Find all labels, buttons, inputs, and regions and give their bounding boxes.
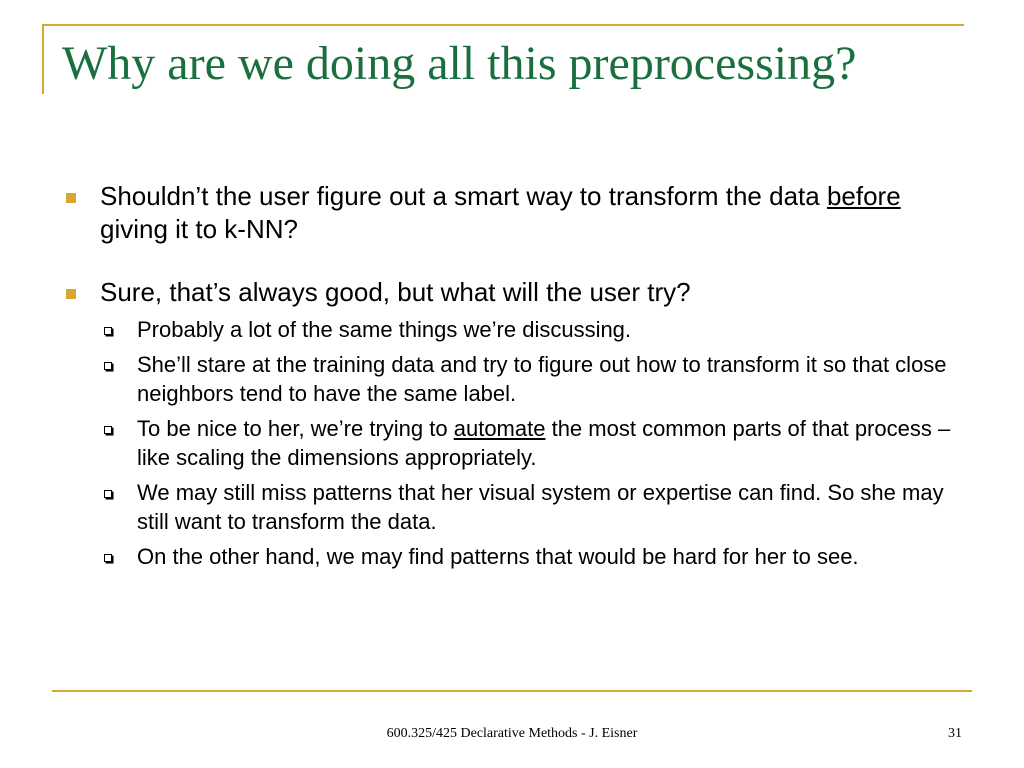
emphasis-text: before [826,181,901,211]
page-number: 31 [948,726,962,741]
sub-bullet-item [62,478,972,536]
bullet-item [62,180,972,246]
slide-title: Why are we doing all this preprocessing? [62,37,857,90]
bullet-text: giving it to k-NN? [100,214,298,244]
sub-bullet-text: She’ll stare at the training data and try to figure out how to transform it so that close neighbors tend to have the same label. [137,352,947,406]
square-bullet-icon [66,289,76,299]
sub-bullet-item [62,315,972,344]
hollow-square-bullet-icon [104,327,112,335]
sub-bullet-text: We may still miss patterns that her visual system or expertise can find. So she may still want to transform the data. [137,480,944,534]
square-bullet-icon [66,193,76,203]
hollow-square-bullet-icon [104,426,112,434]
sub-bullet-text: the most common parts of that process – like scaling the dimensions appropriately. [137,416,951,470]
bottom-rule [52,690,972,692]
sub-bullet-item [62,414,972,472]
bullet-item [62,276,972,309]
hollow-square-bullet-icon [104,490,112,498]
sub-bullet-text: To be nice to her, we’re trying to [137,416,454,441]
bullet-text: Sure, that’s always good, but what will the user try? [100,277,691,307]
top-rule [42,24,964,26]
slide-footer: 600.325/425 Declarative Methods - J. Eisner [386,726,638,741]
slide-body [62,180,972,577]
sub-bullet-text: Probably a lot of the same things we’re discussing. [137,317,632,342]
sub-bullet-text: On the other hand, we may find patterns that would be hard for her to see. [137,544,859,569]
sub-bullet-item [62,542,972,571]
emphasis-text: automate [453,416,546,441]
sub-bullet-item [62,350,972,408]
bullet-text: Shouldn’t the user figure out a smart way to transform the data [100,181,827,211]
left-rule [42,24,44,94]
hollow-square-bullet-icon [104,554,112,562]
hollow-square-bullet-icon [104,362,112,370]
